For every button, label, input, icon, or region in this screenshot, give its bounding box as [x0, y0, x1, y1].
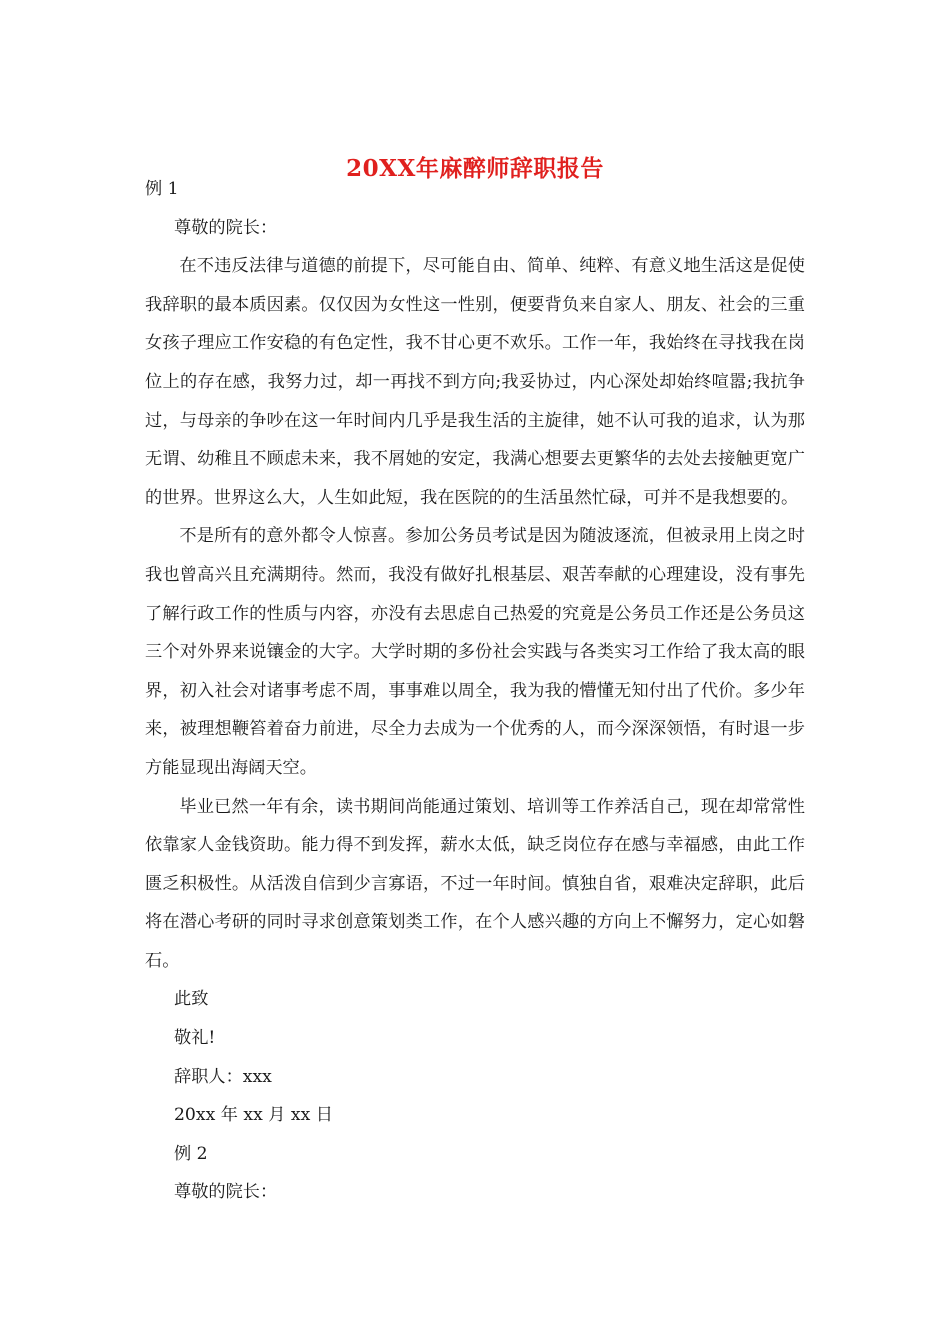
- regards-text: 敬礼!: [174, 1028, 216, 1049]
- paragraph-2: 不是所有的意外都令人惊喜。参加公务员考试是因为随波逐流，但被录用上岗之时我也曾高兴且充满期待。然而，我没有做好扎根基层、艰苦奉献的心理建设，没有事先了解行政工作的性质与内容，亦没有去思虑自己热爱的究竟是公务员工作还是公务员这三个对外界来说镶金的大字。大学时期的多份社会实践与各类实习工作给了我太高的眼界，初入社会对诸事考虑不周，事事难以周全，我为我的懵懂无知付出了代价。多少年来，被理想鞭笞着奋力前进，尽全力去成为一个优秀的人，而今深深领悟，有时退一步方能显现出海阔天空。: [145, 526, 805, 778]
- paragraph-3: 毕业已然一年有余，读书期间尚能通过策划、培训等工作养活自己，现在却常常性依靠家人金钱资助。能力得不到发挥，薪水太低，缺乏岗位存在感与幸福感，由此工作匮乏积极性。从活泼自信到少言寡语，不过一年时间。慎独自省，艰难决定辞职，此后将在潜心考研的同时寻求创意策划类工作，在个人感兴趣的方向上不懈努力，定心如磐石。: [145, 796, 805, 971]
- paragraph-1: 在不违反法律与道德的前提下，尽可能自由、简单、纯粹、有意义地生活这是促使我辞职的最本质因素。仅仅因为女性这一性别，便要背负来自家人、朋友、社会的三重女孩子理应工作安稳的有色定性，我不甘心更不欢乐。工作一年，我始终在寻找我在岗位上的存在感，我努力过，却一再找不到方向;我妥协过，内心深处却始终喧嚣;我抗争过，与母亲的争吵在这一年时间内几乎是我生活的主旋律，她不认可我的追求，认为那无谓、幼稚且不顾虑未来，我不屑她的安定，我满心想要去更繁华的去处去接触更宽广的世界。世界这么大，人生如此短，我在医院的的生活虽然忙碌，可并不是我想要的。: [145, 256, 805, 508]
- document-title: 20XX年麻醉师辞职报告: [346, 155, 604, 182]
- signer-line: 辞职人：xxx: [174, 1066, 272, 1087]
- salutation-1: 尊敬的院长：: [174, 217, 278, 238]
- salutation-2: 尊敬的院长：: [174, 1182, 278, 1203]
- example-1-label: 例 1: [145, 179, 179, 199]
- closing-text: 此致: [174, 989, 209, 1010]
- document-body: [145, 170, 805, 1212]
- example-2-label: 例 2: [174, 1143, 208, 1164]
- date-line: 20xx 年 xx 月 xx 日: [174, 1105, 333, 1126]
